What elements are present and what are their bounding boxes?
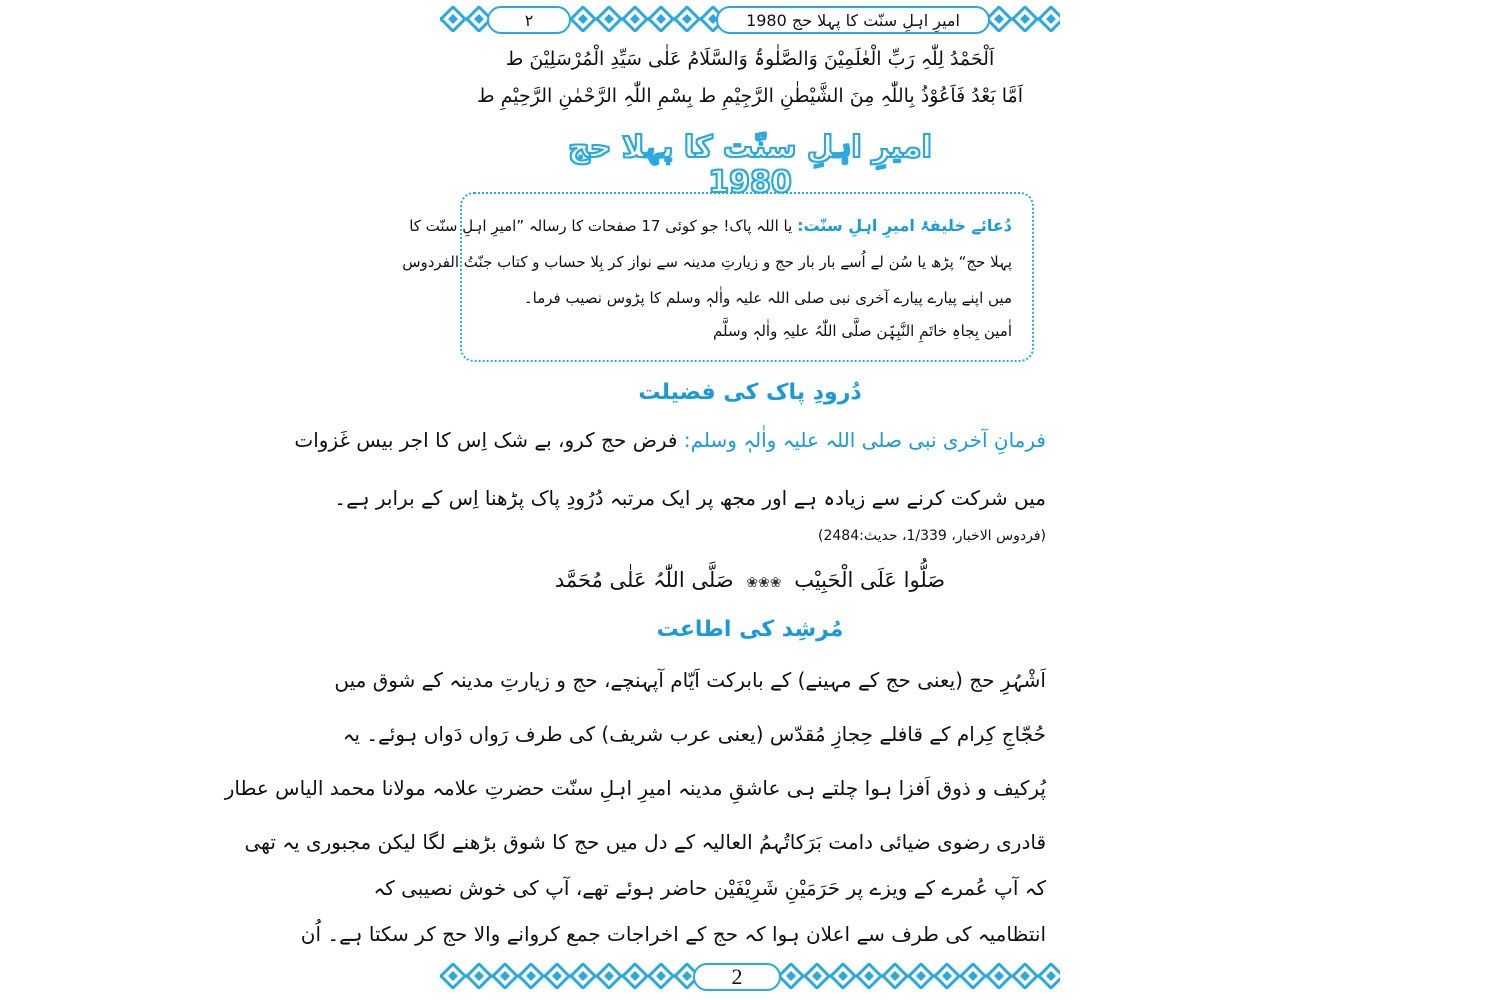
book-page — [224, 0, 1060, 1000]
main-title-text: امیرِ اہلِ سنّت کا پہلا حج 1980 — [568, 130, 932, 200]
salutation-right: صَلَّی اللّٰہُ عَلٰی مُحَمَّد — [554, 568, 734, 592]
body-line-4: قادری رضوی ضیائی دامت بَرَکاتُہمُ العالیہ کے دل میں حج کا شوق بڑھنے لگا لیکن مجبوری یہ تھی — [244, 830, 1046, 854]
header-running-title: امیرِ اہلِ سنّت کا پہلا حج 1980 — [716, 6, 990, 34]
salutation-line — [440, 568, 1060, 592]
hadith-text-1: فرض حج کرو، بے شک اِس کا اجر بیس غَزوات — [294, 428, 678, 452]
hadith-line-2: میں شرکت کرنے سے زیادہ ہے اور مجھ پر ایک مرتبہ دُرُودِ پاک پڑھنا اِس کے برابر ہے۔ — [334, 486, 1046, 510]
body-line-1: اَشْہُرِ حج (یعنی حج کے مہینے) کے بابرکت اَیّام آپہنچے، حج و زیارتِ مدینہ کے شوق میں — [334, 668, 1046, 692]
footer-page-number: 2 — [693, 963, 781, 991]
dua-heading: دُعائے خلیفۂ امیرِ اہلِ سنّت: — [797, 216, 1012, 235]
body-line-2: حُجّاجِ کِرام کے قافلے حِجازِ مُقدّس (یعنی عرب شریف) کی طرف رَواں دَواں ہوئے۔ یہ — [342, 722, 1046, 746]
section-title-murshid: مُرشِد کی اطاعت — [656, 617, 844, 642]
dua-line-3: میں اپنے پیارے پیارے آخری نبی صلی اللہ علیہ واٰلہٖ وسلم کا پڑوس نصیب فرما۔ — [523, 289, 1012, 307]
opening-line-1: اَلْحَمْدُ لِلّٰہِ رَبِّ الْعٰلَمِیْنَ وَالصَّلٰوۃُ وَالسَّلَامُ عَلٰی سَیِّدِ الْمُرْسَلِیْنَ ط — [505, 48, 995, 70]
flower-ornament-icon: ❀❀❀ — [746, 575, 782, 591]
hadith-reference: (فردوس الاخبار، 1/339، حدیث:2484) — [818, 528, 1046, 544]
section-title-durood: دُرودِ پاک کی فضیلت — [638, 380, 862, 405]
salutation-left: صَلُّوا عَلَی الْحَبِیْب — [794, 568, 946, 592]
header-page-number: ٢ — [487, 6, 571, 34]
opening-line-2: اَمَّا بَعْدُ فَاَعُوْذُ بِاللّٰہِ مِنَ الشَّیْطٰنِ الرَّجِیْمِ ط بِسْمِ اللّٰہِ الرَّحْمٰنِ الرَّحِیْمِ ط — [477, 85, 1023, 107]
dua-text-1: یا اللہ پاک! جو کوئی 17 صفحات کا رسالہ ”امیرِ اہلِ سنّت کا — [409, 217, 793, 235]
hadith-lead: فرمانِ آخری نبی صلی اللہ علیہ واٰلہٖ وسلم: — [683, 428, 1046, 452]
hadith-line-1 — [294, 428, 1046, 452]
body-line-6: انتظامیہ کی طرف سے اعلان ہوا کہ حج کے اخراجات جمع کروانے والا حج کر سکتا ہے۔ اُن — [300, 922, 1046, 946]
main-title — [560, 130, 940, 200]
body-line-3: پُرکیف و ذوق اَفزا ہوا چلتے ہی عاشقِ مدینہ امیرِ اہلِ سنّت حضرتِ علامہ مولانا محمد الیاس عطار — [224, 776, 1046, 800]
dua-line-2: پہلا حج“ پڑھ یا سُن لے اُسے بار بار حج و زیارتِ مدینہ سے نواز کر بِلا حساب و کتاب جنّتُ الفردوس — [402, 253, 1012, 271]
body-line-5: کہ آپ عُمرے کے ویزے پر حَرَمَیْنِ شَرِیْفَیْن حاضر ہوئے تھے، آپ کی خوش نصیبی کہ — [373, 876, 1046, 900]
dua-amin: اٰمین بِجاہِ خاتَمِ النَّبِیّٖن صلَّی اللّٰہُ علیہِ واٰلہٖ وسلَّم — [713, 322, 1012, 340]
dua-line-1 — [409, 208, 1012, 244]
dua-box — [402, 192, 1034, 362]
